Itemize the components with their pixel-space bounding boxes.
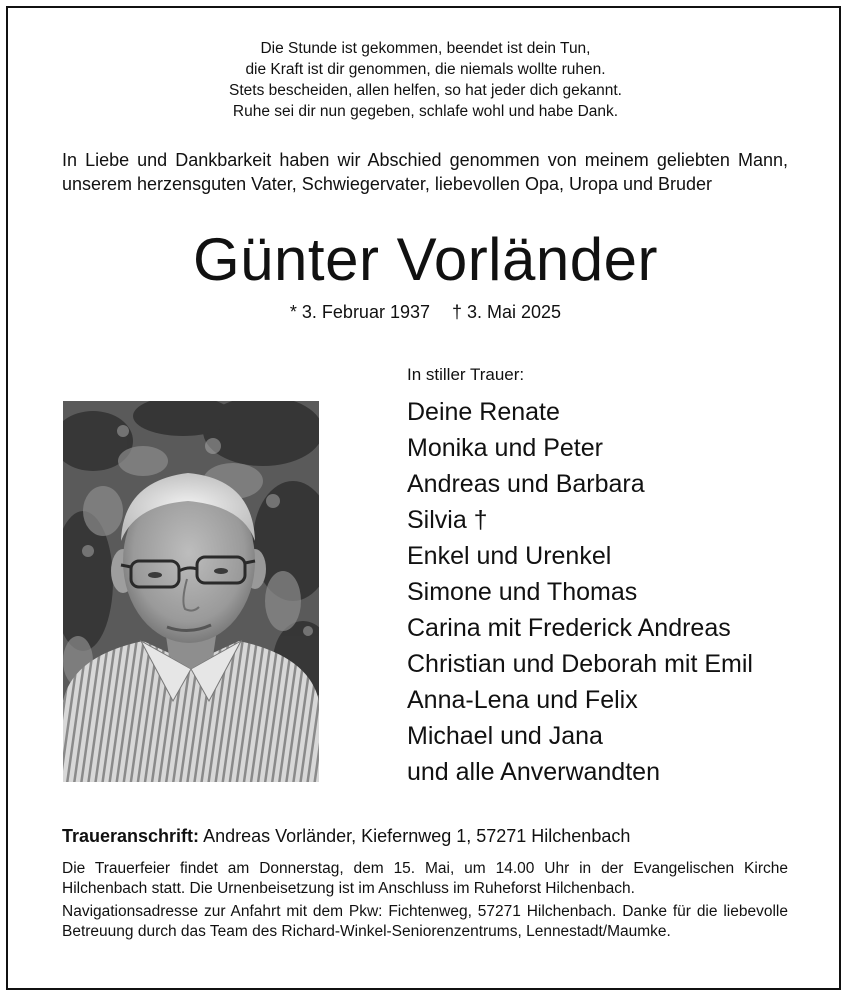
- poem-line: Stets bescheiden, allen helfen, so hat jeder dich gekannt.: [229, 82, 622, 99]
- mourning-label: In stiller Trauer:: [407, 365, 525, 384]
- mourner-name: und alle Anverwandten: [407, 758, 660, 786]
- deceased-name: Günter Vorländer: [193, 226, 658, 293]
- mourner-name: Carina mit Frederick Andreas: [407, 614, 731, 642]
- navigation-notice: Navigationsadresse zur Anfahrt mit dem Pkw: Fichtenweg, 57271 Hilchenbach. Danke für die liebevolle Betreuung durch das Team des Richard-Winkel-Seniorenzentrums, Lennestadt/Maumke.: [62, 903, 788, 940]
- address-label: Traueranschrift:: [62, 826, 200, 846]
- mourner-name: Monika und Peter: [407, 434, 603, 462]
- mourner-name: Michael und Jana: [407, 722, 603, 750]
- poem-line: Ruhe sei dir nun gegeben, schlafe wohl und habe Dank.: [232, 103, 619, 120]
- mourner-name: Anna-Lena und Felix: [407, 686, 638, 714]
- mourner-name: Enkel und Urenkel: [407, 542, 612, 570]
- address-value: Andreas Vorländer, Kiefernweg 1, 57271 Hilchenbach: [203, 826, 631, 846]
- mourner-name: Silvia †: [407, 506, 488, 534]
- mourner-name: Andreas und Barbara: [407, 470, 645, 498]
- life-dates: [0, 300, 851, 324]
- poem-line: die Kraft ist dir genommen, die niemals wollte ruhen.: [245, 61, 606, 78]
- mourning-address: [62, 824, 630, 848]
- intro-text: In Liebe und Dankbarkeit haben wir Abschied genommen von meinem geliebten Mann, unserem herzensguten Vater, Schwiegervater, liebevollen Opa, Uropa und Bruder: [62, 150, 788, 194]
- portrait-photo: [63, 401, 319, 782]
- poem: [0, 38, 851, 122]
- death-date: † 3. Mai 2025: [452, 302, 562, 322]
- mourner-name: Simone und Thomas: [407, 578, 638, 606]
- mourner-name: Christian und Deborah mit Emil: [407, 650, 753, 678]
- birth-date: * 3. Februar 1937: [289, 302, 430, 322]
- poem-line: Die Stunde ist gekommen, beendet ist dein Tun,: [260, 40, 591, 57]
- mourner-name: Deine Renate: [407, 398, 560, 426]
- mourners-list: [407, 394, 753, 790]
- ceremony-notice: Die Trauerfeier findet am Donnerstag, dem 15. Mai, um 14.00 Uhr in der Evangelischen Kirche Hilchenbach statt. Die Urnenbeisetzung ist im Anschluss im Ruheforst Hilchenbach.: [62, 860, 788, 897]
